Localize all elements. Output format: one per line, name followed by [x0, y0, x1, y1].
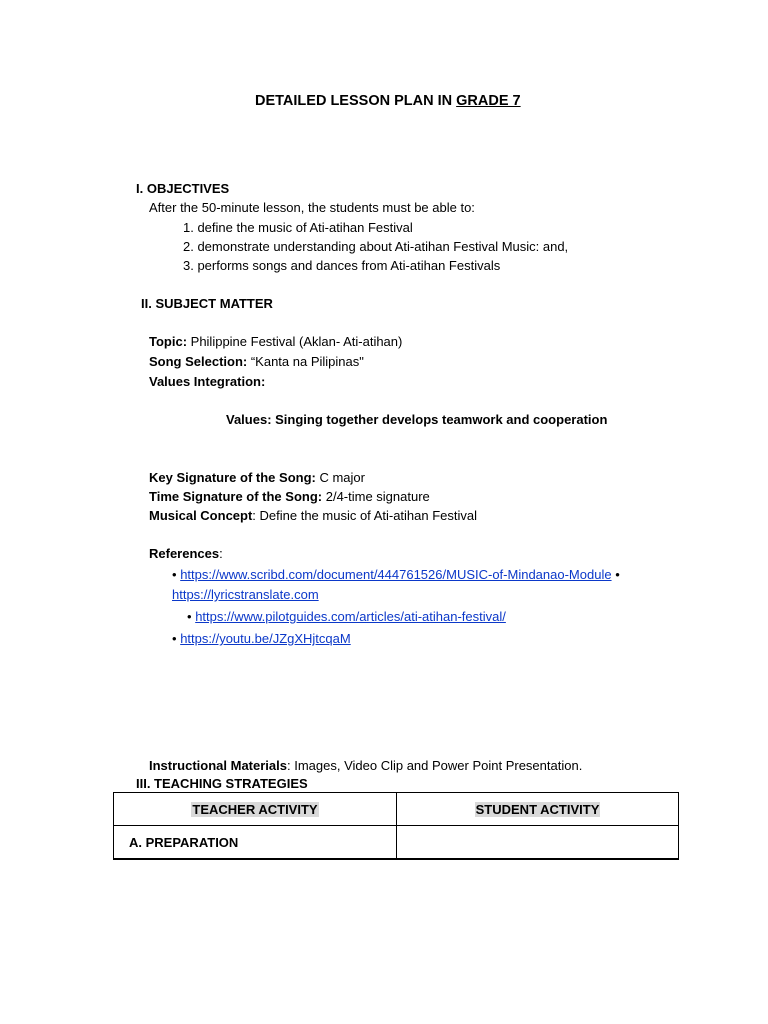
- bullet-icon: •: [172, 631, 177, 646]
- reference-link-youtube[interactable]: https://youtu.be/JZgXHjtcqaM: [180, 631, 351, 646]
- time-signature-line: [149, 488, 430, 506]
- musical-concept-line: [149, 507, 477, 525]
- references-label: References: [149, 546, 220, 561]
- objectives-heading: I. OBJECTIVES: [136, 181, 230, 196]
- title-grade: GRADE 7: [456, 93, 521, 109]
- reference-line-2: [172, 586, 319, 604]
- student-activity-header: STUDENT ACTIVITY: [475, 801, 600, 817]
- time-signature-value: 2/4-time signature: [322, 489, 430, 504]
- teacher-activity-header: TEACHER ACTIVITY: [192, 801, 318, 817]
- key-signature-value: C major: [315, 470, 365, 485]
- objective-item-1: 1. define the music of Ati-atihan Festival: [183, 220, 413, 235]
- instructional-materials-value: : Images, Video Clip and Power Point Presentation.: [286, 758, 583, 773]
- student-activity-cell: [397, 826, 679, 860]
- song-label: Song Selection:: [149, 354, 248, 369]
- key-signature-line: [149, 469, 365, 487]
- instructional-materials-line: [149, 757, 582, 775]
- references-line: [149, 545, 223, 563]
- song-line: [149, 353, 364, 371]
- table-header-row: [114, 793, 679, 826]
- reference-link-pilotguides[interactable]: https://www.pilotguides.com/articles/ati-atihan-festival/: [195, 609, 506, 624]
- topic-line: [149, 333, 402, 351]
- reference-link-scribd[interactable]: https://www.scribd.com/document/444761526/MUSIC-of-Mindanao-Module: [180, 567, 612, 582]
- bullet-icon: •: [187, 609, 192, 624]
- page-title: [255, 92, 521, 110]
- time-signature-label: Time Signature of the Song:: [149, 489, 323, 504]
- table-header-cell: [397, 793, 679, 826]
- teaching-strategies-heading: III. TEACHING STRATEGIES: [136, 776, 308, 791]
- title-prefix: DETAILED LESSON PLAN IN: [255, 93, 457, 109]
- objective-item-2: 2. demonstrate understanding about Ati-atihan Festival Music: and,: [183, 239, 569, 254]
- key-signature-label: Key Signature of the Song:: [149, 470, 316, 485]
- topic-label: Topic:: [149, 334, 188, 349]
- objectives-intro: After the 50-minute lesson, the students must be able to:: [149, 200, 475, 215]
- references-colon: :: [219, 546, 223, 561]
- bullet-icon: •: [172, 567, 177, 582]
- reference-link-lyricstranslate[interactable]: https://lyricstranslate.com: [172, 587, 319, 602]
- subject-matter-heading: II. SUBJECT MATTER: [141, 296, 273, 311]
- objective-item-3: 3. performs songs and dances from Ati-atihan Festivals: [183, 258, 501, 273]
- instructional-materials-label: Instructional Materials: [149, 758, 287, 773]
- song-value: “Kanta na Pilipinas": [247, 354, 364, 369]
- table-header-cell: [114, 793, 397, 826]
- musical-concept-label: Musical Concept: [149, 508, 253, 523]
- reference-line-4: [172, 630, 351, 648]
- topic-value: Philippine Festival (Aklan- Ati-atihan): [187, 334, 403, 349]
- bullet-icon: •: [615, 567, 620, 582]
- reference-line-3: [187, 608, 506, 626]
- musical-concept-value: : Define the music of Ati-atihan Festival: [252, 508, 478, 523]
- values-integration-label: Values Integration:: [149, 374, 266, 389]
- table-row: [114, 826, 679, 860]
- reference-line-1: [172, 566, 620, 584]
- teaching-strategies-table: [113, 792, 679, 860]
- values-statement: Values: Singing together develops teamwork and cooperation: [226, 412, 608, 427]
- preparation-cell: A. PREPARATION: [114, 826, 397, 860]
